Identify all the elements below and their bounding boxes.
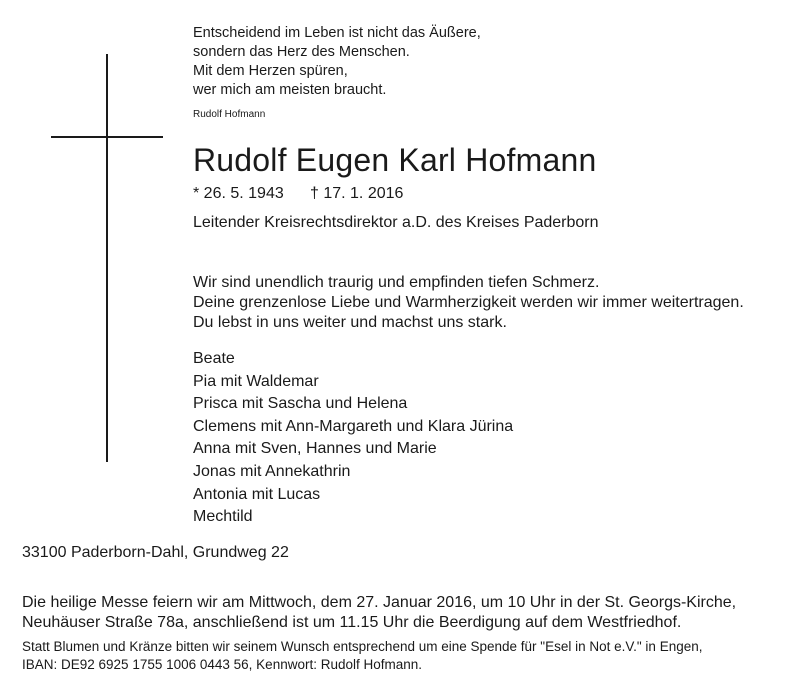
death-date: † 17. 1. 2016 — [310, 185, 404, 202]
family-address: 33100 Paderborn-Dahl, Grundweg 22 — [22, 544, 289, 561]
quote-author: Rudolf Hofmann — [193, 109, 266, 120]
deceased-name: Rudolf Eugen Karl Hofmann — [193, 142, 597, 178]
quote-line: Mit dem Herzen spüren, — [193, 63, 348, 79]
service-line: Die heilige Messe feiern wir am Mittwoch, dem 27. Januar 2016, um 10 Uhr in der St. Georgs-Kirche, — [22, 594, 737, 611]
family-member: Beate — [193, 350, 235, 367]
family-members-list — [193, 348, 513, 529]
donation-request — [22, 638, 702, 674]
cross-vertical-bar — [106, 54, 108, 462]
quote-line: wer mich am meisten braucht. — [193, 82, 387, 98]
family-member: Clemens mit Ann-Margareth und Klara Jürina — [193, 417, 514, 435]
family-member: Pia mit Waldemar — [193, 372, 319, 390]
cross-horizontal-bar — [51, 136, 163, 138]
donation-line: IBAN: DE92 6925 1755 1006 0443 56, Kennwort: Rudolf Hofmann. — [22, 657, 423, 672]
funeral-service-info — [22, 593, 736, 633]
family-member: Mechtild — [193, 508, 253, 526]
family-member: Prisca mit Sascha und Helena — [193, 395, 408, 413]
quote-line: sondern das Herz des Menschen. — [193, 44, 410, 60]
quote-line: Entscheidend im Leben ist nicht das Äußere, — [193, 25, 481, 41]
family-member: Antonia mit Lucas — [193, 485, 321, 503]
deceased-title: Leitender Kreisrechtsdirektor a.D. des Kreises Paderborn — [193, 214, 599, 231]
memorial-quote — [193, 24, 481, 100]
mourning-message — [193, 273, 744, 333]
donation-line: Statt Blumen und Kränze bitten wir seinem Wunsch entsprechend um eine Spende für "Esel in Not e.V." in Engen, — [22, 639, 703, 654]
life-dates — [193, 184, 404, 204]
service-line: Neuhäuser Straße 78a, anschließend ist um 11.15 Uhr die Beerdigung auf dem Westfriedhof. — [22, 614, 682, 631]
message-line: Wir sind unendlich traurig und empfinden tiefen Schmerz. — [193, 274, 600, 291]
birth-date: * 26. 5. 1943 — [193, 185, 284, 202]
family-member: Jonas mit Annekathrin — [193, 462, 351, 480]
message-line: Du lebst in uns weiter und machst uns stark. — [193, 314, 507, 331]
family-member: Anna mit Sven, Hannes und Marie — [193, 440, 437, 458]
message-line: Deine grenzenlose Liebe und Warmherzigkeit werden wir immer weitertragen. — [193, 294, 744, 311]
